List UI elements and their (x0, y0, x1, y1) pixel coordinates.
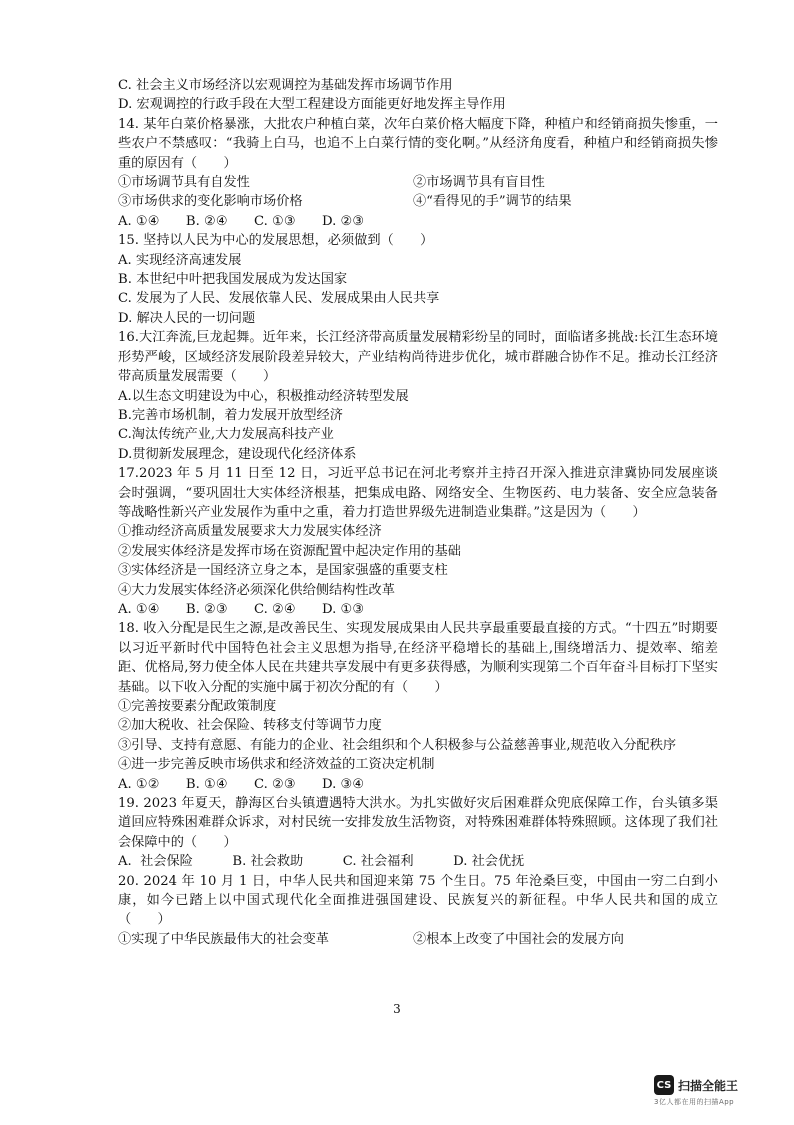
q18-option-1: ①完善按要素分配政策制度 (118, 699, 277, 714)
question-14-stem: 14. 某年白菜价格暴涨，大批农户种植白菜，次年白菜价格大幅度下降，种植户和经销商损失惨重，一些农户不禁感叹：“我骑上白马，也追不上白菜行情的变化啊。”从经济角度看，种植户和经销商损失惨重的原因有（ ） (118, 116, 718, 171)
option-line: D. 宏观调控的行政手段在大型工程建设方面能更好地发挥主导作用 (118, 97, 506, 113)
question-16-stem: 16.大江奔流,巨龙起舞。近年来，长江经济带高质量发展精彩纷呈的同时，面临诸多挑战:长江生态环境形势严峻，区域经济发展阶段差异较大，产业结构尚待进步优化，城市群融合协作不足。推动长江经济带高质量发展需要（ ） (118, 330, 718, 385)
q20-options-row-1 (118, 930, 718, 949)
q15-option-d: D. 解决人民的一切问题 (118, 310, 256, 326)
q20-option-2: ②根本上改变了中国社会的发展方向 (413, 931, 624, 947)
q17-option-1: ①推动经济高质量发展要求大力发展实体经济 (118, 524, 382, 540)
q18-option-2: ②加大税收、社会保险、转移支付等调节力度 (118, 718, 382, 734)
q14-options-row-1 (118, 173, 718, 192)
q14-option-1: ①市场调节具有自发性 (118, 175, 250, 191)
q14-option-4: ④“看得见的手”调节的结果 (413, 194, 572, 210)
scanner-tagline: 3亿人都在用的扫描App (654, 1098, 735, 1106)
scanner-watermark (654, 1075, 764, 1107)
question-19-stem: 19. 2023 年夏天，静海区台头镇遭遇特大洪水。为扎实做好灾后困难群众兜底保障工作，台头镇多渠道回应特殊困难群众诉求，对村民统一安排发放生活物资，对特殊困难群体特殊照顾。这体现了我们社会保障中的（ ） (118, 796, 718, 850)
question-15-stem: 15. 坚持以人民为中心的发展思想，必须做到（ ） (118, 233, 434, 249)
q16-option-c: C.淘汰传统产业,大力发展高科技产业 (118, 427, 334, 443)
q18-option-4: ④进一步完善反映市场供求和经济效益的工资决定机制 (118, 757, 435, 773)
option-line: C. 社会主义市场经济以宏观调控为基础发挥市场调节作用 (118, 78, 453, 93)
page-number: 3 (393, 1002, 401, 1016)
q14-options-row-2 (118, 192, 718, 211)
q16-option-d: D.贯彻新发展理念，建设现代化经济体系 (118, 446, 357, 462)
q17-choices: A. ①④ B. ②③ C. ②④ D. ①③ (118, 601, 365, 617)
question-17-stem: 17.2023 年 5 月 11 日至 12 日，习近平总书记在河北考察并主持召开深入推进京津冀协同发展座谈会时强调，“要巩固壮大实体经济根基，把集成电路、网络安全、生物医药、电力装备、安全应急装备等战略性新兴产业发展作为重中之重，着力打造世界级先进制造业集群。”这是因为（ ） (118, 466, 718, 520)
camscanner-logo-icon: CS (654, 1075, 674, 1095)
exam-page (118, 76, 718, 949)
q15-option-b: B. 本世纪中叶把我国发展成为发达国家 (118, 272, 348, 288)
q17-option-4: ④大力发展实体经济必须深化供给侧结构性改革 (118, 582, 395, 598)
q17-option-2: ②发展实体经济是发挥市场在资源配置中起决定作用的基础 (118, 543, 461, 559)
q16-option-a: A.以生态文明建设为中心，积极推动经济转型发展 (118, 388, 409, 404)
question-18-stem: 18. 收入分配是民生之源,是改善民生、实现发展成果由人民共享最重要最直接的方式。“十四五”时期要以习近平新时代中国特色社会主义思想为指导,在经济平稳增长的基础上,围绕增活力、提效率、缩差距、优格局,努力使全体人民在共建共享发展中有更多获得感，为顺利实现第二个百年奋斗目标打下坚实基础。以下收入分配的实施中属于初次分配的有（ ） (118, 621, 718, 695)
q15-option-c: C. 发展为了人民、发展依靠人民、发展成果由人民共享 (118, 291, 440, 307)
q16-option-b: B.完善市场机制，着力发展开放型经济 (118, 407, 343, 423)
q17-option-3: ③实体经济是一国经济立身之本，是国家强盛的重要支柱 (118, 563, 448, 579)
q14-choices: A. ①④ B. ②④ C. ①③ D. ②③ (118, 213, 365, 229)
q14-option-3: ③市场供求的变化影响市场价格 (118, 194, 303, 210)
question-20-stem: 20. 2024 年 10 月 1 日，中华人民共和国迎来第 75 个生日。75 年沧桑巨变，中国由一穷二白到小康，如今已踏上以中国式现代化全面推进强国建设、民族复兴的新征程。中华人民共和国的成立（ ） (118, 873, 718, 928)
q20-option-1: ①实现了中华民族最伟大的社会变革 (118, 931, 329, 947)
q14-option-2: ②市场调节具有盲目性 (413, 175, 545, 191)
q18-choices: A. ①② B. ①④ C. ②③ D. ③④ (118, 776, 365, 792)
q18-option-3: ③引导、支持有意愿、有能力的企业、社会组织和个人积极参与公益慈善事业,规范收入分配秩序 (118, 737, 677, 753)
q15-option-a: A. 实现经济高速发展 (118, 252, 242, 268)
q19-choices: A. 社会保险 B. 社会救助 C. 社会福利 D. 社会优抚 (118, 854, 525, 870)
scanner-app-name: 扫描全能王 (678, 1078, 739, 1093)
